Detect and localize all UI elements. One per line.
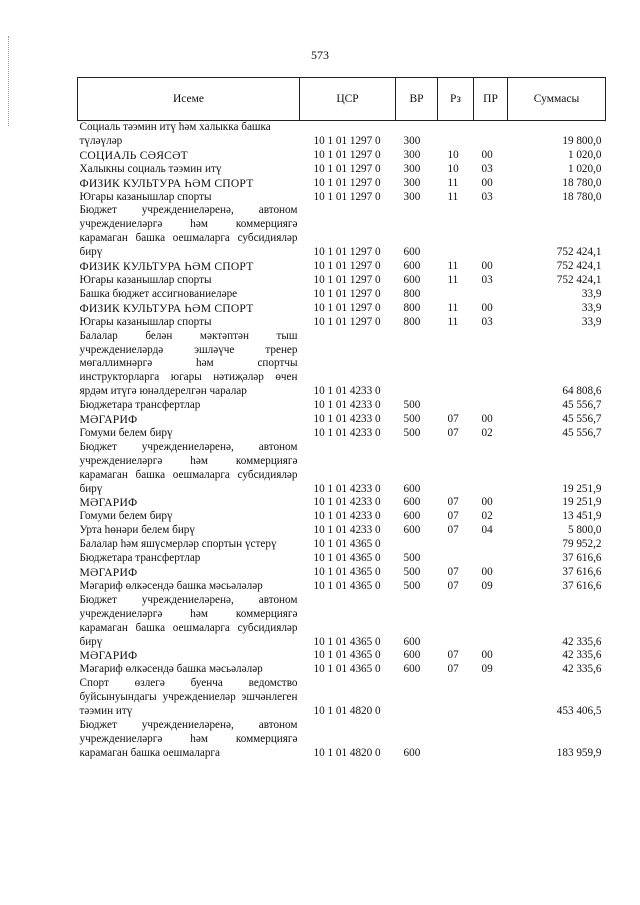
cell-rz [438, 330, 474, 400]
cell-name: Бюджетара трансфертлар [79, 552, 201, 565]
cell-vr: 300 [403, 148, 421, 161]
cell-vr: 600 [403, 496, 421, 509]
cell-vr: 600 [403, 510, 421, 523]
cell-pr [474, 121, 508, 149]
table-row [78, 663, 606, 677]
cell-name: Югары казанышлар спорты [79, 273, 212, 286]
cell-name: ФИЗИК КУЛЬТУРА ҺӘМ СПОРТ [79, 176, 254, 190]
cell-csr: 10 1 01 4820 0 [313, 705, 381, 718]
cell-csr: 10 1 01 4233 0 [313, 385, 381, 398]
cell-csr: 10 1 01 1297 0 [313, 301, 381, 314]
cell-pr: 02 [481, 510, 493, 523]
cell-pr: 00 [481, 301, 493, 314]
cell-csr: 10 1 01 4233 0 [313, 413, 381, 426]
table-row [78, 260, 606, 274]
cell-pr: 00 [481, 260, 493, 273]
cell-vr: 500 [403, 566, 421, 578]
header-sum: Суммасы [508, 78, 606, 121]
cell-sum: 19 800,0 [562, 134, 602, 147]
cell-sum: 37 616,6 [562, 552, 602, 565]
cell-name: Бюджетара трансфертлар [79, 399, 201, 412]
cell-sum: 183 959,9 [556, 746, 602, 759]
cell-rz: 11 [447, 260, 459, 273]
table-row [78, 191, 606, 205]
cell-sum: 45 556,7 [562, 413, 602, 426]
cell-csr: 10 1 01 1297 0 [313, 260, 381, 273]
cell-rz [438, 204, 474, 260]
cell-sum: 33,9 [581, 287, 602, 300]
cell-name: МӘГАРИФ [79, 566, 138, 579]
cell-pr: 04 [481, 524, 493, 537]
cell-vr: 500 [403, 399, 421, 412]
cell-pr: 03 [481, 162, 493, 175]
cell-name: Югары казанышлар спорты [79, 190, 212, 203]
cell-rz: 07 [447, 426, 459, 439]
cell-sum: 1 020,0 [567, 148, 602, 161]
cell-csr: 10 1 01 4233 0 [313, 524, 381, 537]
table-row [78, 204, 606, 260]
cell-sum: 1 020,0 [567, 162, 602, 175]
cell-sum: 42 335,6 [562, 663, 602, 676]
cell-csr: 10 1 01 4365 0 [313, 663, 381, 676]
cell-name: Гомуми белем бирү [79, 510, 173, 523]
cell-sum: 37 616,6 [562, 566, 602, 578]
cell-pr: 09 [481, 579, 493, 592]
cell-vr: 600 [403, 635, 421, 648]
table-row [78, 330, 606, 400]
cell-vr: 500 [403, 552, 421, 565]
cell-vr: 300 [403, 162, 421, 175]
cell-sum: 18 780,0 [562, 176, 602, 189]
table-row [78, 677, 606, 719]
cell-pr: 09 [481, 663, 493, 676]
cell-sum: 42 335,6 [562, 635, 602, 648]
cell-rz: 10 [447, 148, 459, 161]
cell-pr [474, 441, 508, 497]
cell-pr: 00 [481, 413, 493, 426]
cell-rz: 07 [447, 524, 459, 537]
cell-rz: 07 [447, 496, 459, 509]
cell-rz: 07 [447, 510, 459, 523]
cell-name: ФИЗИК КУЛЬТУРА ҺӘМ СПОРТ [79, 260, 254, 274]
cell-vr [396, 330, 438, 400]
cell-name: Бюджет учреждениеләренә, автоном учреждениеләргә һәм коммерциягә карамаган башка оешмаларга [79, 718, 298, 759]
cell-name: Балалар һәм яшүсмерләр спортын үстерү [79, 538, 277, 551]
cell-pr [474, 552, 508, 566]
cell-name: СОЦИАЛЬ СӘЯСӘТ [79, 148, 188, 162]
cell-rz: 07 [447, 579, 459, 592]
table-row [78, 274, 606, 288]
cell-csr: 10 1 01 4233 0 [313, 510, 381, 523]
cell-sum: 42 335,6 [562, 649, 602, 662]
cell-sum: 64 808,6 [562, 385, 602, 398]
cell-rz: 07 [447, 413, 459, 426]
cell-csr: 10 1 01 1297 0 [313, 287, 381, 300]
cell-vr: 600 [403, 260, 421, 273]
cell-vr: 800 [403, 287, 421, 300]
table-body [78, 121, 606, 761]
cell-vr: 800 [403, 315, 421, 328]
cell-pr: 00 [481, 176, 493, 189]
cell-vr: 500 [403, 426, 421, 439]
cell-rz [438, 719, 474, 761]
cell-vr: 500 [403, 579, 421, 592]
cell-name: Башка бюджет ассигнованиеләре [79, 287, 238, 300]
table-row [78, 177, 606, 191]
cell-sum: 5 800,0 [567, 524, 602, 537]
cell-name: Мәгариф өлкәсендә башка мәсьәләләр [79, 579, 263, 592]
cell-vr: 600 [403, 482, 421, 495]
cell-csr: 10 1 01 1297 0 [313, 134, 381, 147]
cell-vr: 600 [403, 663, 421, 676]
cell-csr: 10 1 01 1297 0 [313, 246, 381, 259]
table-row [78, 538, 606, 552]
cell-sum: 752 424,1 [556, 246, 602, 259]
cell-csr: 10 1 01 1297 0 [313, 176, 381, 189]
cell-name: Югары казанышлар спорты [79, 315, 212, 328]
cell-vr: 800 [403, 301, 421, 314]
table-row [78, 510, 606, 524]
cell-rz [438, 288, 474, 302]
table-row [78, 316, 606, 330]
page-number: 573 [311, 48, 329, 62]
cell-rz: 11 [447, 176, 459, 189]
cell-rz [438, 399, 474, 413]
cell-vr: 600 [403, 273, 421, 286]
cell-sum: 45 556,7 [562, 426, 602, 439]
cell-csr: 10 1 01 1297 0 [313, 190, 381, 203]
cell-rz: 07 [447, 649, 459, 662]
cell-name: Урта һөнәри белем бирү [79, 524, 195, 537]
cell-vr: 300 [403, 176, 421, 189]
cell-name: МӘГАРИФ [79, 413, 138, 427]
cell-pr: 00 [481, 649, 493, 662]
cell-rz [438, 441, 474, 497]
cell-rz [438, 538, 474, 552]
cell-name: Бюджет учреждениеләренә, автоном учреждениеләргә һәм коммерциягә карамаган башка оешмаларга субсидияләр бирү [79, 593, 298, 648]
cell-name: МӘГАРИФ [79, 496, 138, 510]
cell-vr: 600 [403, 649, 421, 662]
cell-name: Балалар белән мәктәптән тыш учреждениеләрдә эшләүче тренер мөгаллимнәргә һәм спортчы инструкторларга югары нәтиҗәләр өчен ярдәм итүгә юнәлдерелгән чаралар [79, 329, 298, 398]
cell-csr: 10 1 01 4820 0 [313, 746, 381, 759]
cell-vr [396, 677, 438, 719]
table-row [78, 288, 606, 302]
cell-pr: 00 [481, 496, 493, 509]
cell-rz: 11 [447, 301, 459, 314]
cell-csr: 10 1 01 4365 0 [313, 649, 381, 662]
cell-pr: 00 [481, 566, 493, 578]
header-vr: ВР [396, 78, 438, 121]
cell-rz: 11 [447, 315, 459, 328]
cell-pr [474, 594, 508, 650]
cell-sum: 453 406,5 [556, 705, 602, 718]
cell-sum: 37 616,6 [562, 579, 602, 592]
cell-name: Социаль тәэмин итү һәм халыкка башка түләүләр [79, 121, 271, 147]
cell-pr: 03 [481, 273, 493, 286]
table-header [78, 78, 606, 121]
cell-sum: 19 251,9 [562, 496, 602, 509]
cell-name: Гомуми белем бирү [79, 426, 173, 439]
table-row [78, 496, 606, 510]
cell-csr: 10 1 01 4365 0 [313, 579, 381, 592]
cell-sum: 33,9 [581, 301, 602, 314]
header-rz: Рз [438, 78, 474, 121]
cell-rz: 11 [447, 190, 459, 203]
cell-pr [474, 204, 508, 260]
table-row [78, 552, 606, 566]
table-row [78, 649, 606, 663]
table-row [78, 149, 606, 163]
table-row [78, 163, 606, 177]
cell-sum: 13 451,9 [562, 510, 602, 523]
cell-rz [438, 121, 474, 149]
cell-vr: 300 [403, 190, 421, 203]
table-row [78, 302, 606, 316]
cell-name: Бюджет учреждениеләренә, автоном учреждениеләргә һәм коммерциягә карамаган башка оешмаларга субсидияләр бирү [79, 204, 298, 259]
table-row [78, 427, 606, 441]
table-row [78, 413, 606, 427]
header-name: Исеме [78, 78, 300, 121]
cell-csr: 10 1 01 4365 0 [313, 552, 381, 565]
cell-rz: 07 [447, 566, 459, 578]
cell-pr: 03 [481, 190, 493, 203]
table-row [78, 566, 606, 580]
cell-name: Халыкны социаль тәэмин итү [79, 162, 222, 175]
cell-rz [438, 594, 474, 650]
cell-sum: 752 424,1 [556, 273, 602, 286]
cell-csr: 10 1 01 4233 0 [313, 482, 381, 495]
cell-name: Бюджет учреждениеләренә, автоном учреждениеләргә һәм коммерциягә карамаган башка оешмаларга субсидияләр бирү [79, 440, 298, 495]
table-row [78, 580, 606, 594]
cell-csr: 10 1 01 4233 0 [313, 496, 381, 509]
budget-table [77, 77, 606, 761]
cell-csr: 10 1 01 4365 0 [313, 538, 381, 551]
table-row [78, 399, 606, 413]
table-row [78, 594, 606, 650]
cell-vr: 500 [403, 413, 421, 426]
header-pr: ПР [474, 78, 508, 121]
cell-csr: 10 1 01 4365 0 [313, 566, 381, 578]
cell-csr: 10 1 01 1297 0 [313, 148, 381, 161]
cell-pr [474, 719, 508, 761]
table-row [78, 441, 606, 497]
cell-vr: 300 [403, 134, 421, 147]
table-row [78, 524, 606, 538]
cell-sum: 79 952,2 [562, 538, 602, 551]
cell-name: ФИЗИК КУЛЬТУРА ҺӘМ СПОРТ [79, 301, 254, 315]
cell-sum: 752 424,1 [556, 260, 602, 273]
cell-rz [438, 677, 474, 719]
cell-csr: 10 1 01 1297 0 [313, 273, 381, 286]
cell-rz: 07 [447, 663, 459, 676]
cell-pr [474, 330, 508, 400]
header-row [78, 78, 606, 121]
cell-csr: 10 1 01 4233 0 [313, 399, 381, 412]
table-row [78, 121, 606, 149]
header-csr: ЦСР [300, 78, 396, 121]
cell-name: Мәгариф өлкәсендә башка мәсьәләләр [79, 663, 263, 676]
cell-sum: 33,9 [581, 315, 602, 328]
cell-name: Спорт өзлегә буенча ведомство буйсынуындагы учреждениеләр эшчәнлеген тәэмин итү [79, 677, 298, 718]
cell-csr: 10 1 01 4365 0 [313, 635, 381, 648]
cell-pr [474, 538, 508, 552]
cell-vr: 600 [403, 746, 421, 759]
cell-pr: 02 [481, 426, 493, 439]
cell-csr: 10 1 01 4233 0 [313, 426, 381, 439]
cell-pr [474, 677, 508, 719]
cell-pr: 03 [481, 315, 493, 328]
cell-pr: 00 [481, 148, 493, 161]
cell-csr: 10 1 01 1297 0 [313, 315, 381, 328]
cell-sum: 45 556,7 [562, 399, 602, 412]
table-row [78, 719, 606, 761]
cell-rz: 10 [447, 162, 459, 175]
cell-pr [474, 399, 508, 413]
cell-sum: 18 780,0 [562, 190, 602, 203]
cell-vr: 600 [403, 246, 421, 259]
cell-rz: 11 [447, 273, 459, 286]
cell-csr: 10 1 01 1297 0 [313, 162, 381, 175]
cell-pr [474, 288, 508, 302]
cell-rz [438, 552, 474, 566]
cell-vr [396, 538, 438, 552]
cell-sum: 19 251,9 [562, 482, 602, 495]
cell-vr: 600 [403, 524, 421, 537]
cell-name: МӘГАРИФ [79, 649, 138, 663]
